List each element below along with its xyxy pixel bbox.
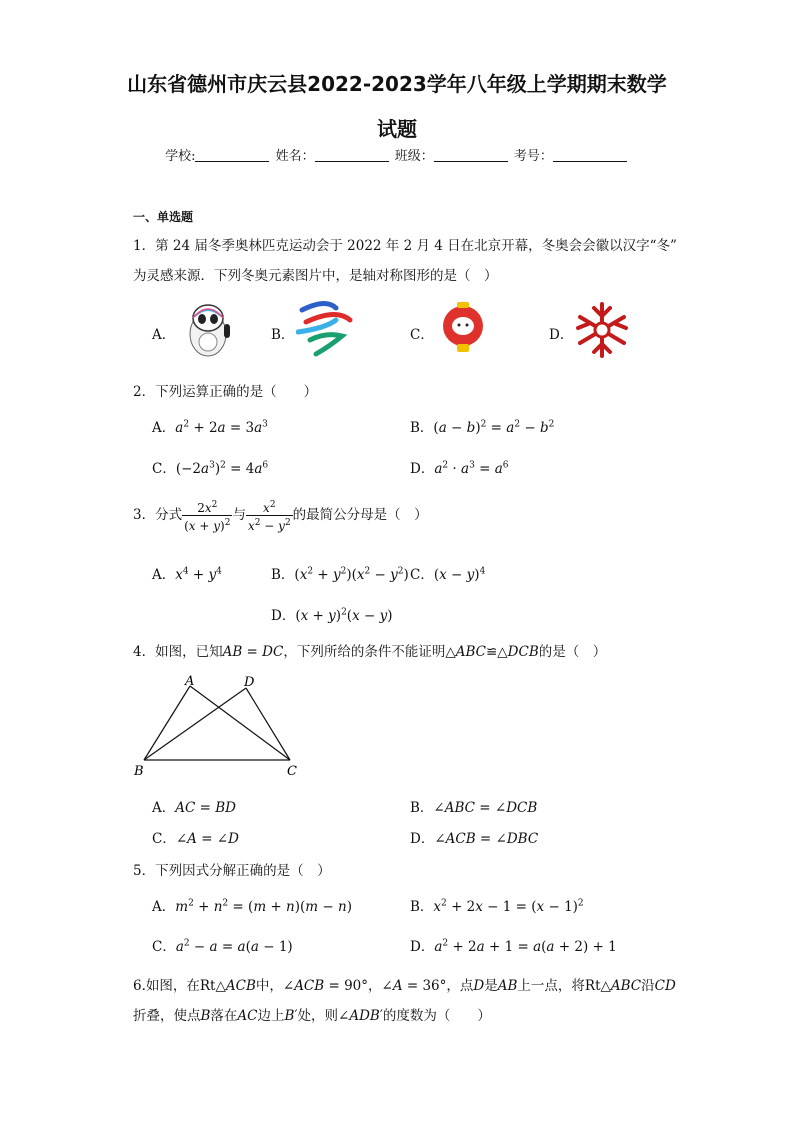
section-title: 一、单选题	[133, 210, 194, 224]
school-blank[interactable]	[195, 147, 269, 162]
name-blank[interactable]	[315, 147, 389, 162]
page-title: 山东省德州市庆云县2022-2023学年八年级上学期期末数学	[127, 72, 667, 96]
number-blank[interactable]	[553, 147, 627, 162]
q4-option-d: D．∠ACB = ∠DBC	[410, 831, 539, 847]
q2-option-d: D．$a^2 \cdot a^3 = a^6$	[410, 460, 509, 477]
fraction-1: $\frac{2x^2}{(x + y)^2}$	[184, 500, 231, 533]
q1-option-b-label: B．	[271, 327, 295, 343]
q5-option-b: B．$x^2 + 2x - 1 = (x - 1)^2$	[410, 898, 584, 915]
emblem-ribbon-icon	[296, 300, 356, 360]
q2-option-a: A．$a^2 + 2a = 3a^3$	[152, 419, 268, 436]
number-label: 考号：	[513, 149, 553, 164]
q3-option-a: A．$x^4 + y^4$	[152, 566, 222, 583]
point-d-label: D	[244, 675, 255, 690]
q1-line2: 为灵感来源．下列冬奥元素图片中，是轴对称图形的是（ ）	[133, 268, 498, 284]
fraction-2: $\frac{x^2}{x^2 - y^2}$	[247, 500, 291, 533]
q5-stem: 5．下列因式分解正确的是（ ）	[133, 863, 331, 879]
point-c-label: C	[287, 764, 297, 779]
q4-triangle-figure	[130, 672, 310, 780]
q3-stem: 3．分式 $\frac{2x^2}{(x + y)^2}$ 与 $\frac{x^2}{x^2 - y^2}$ 的最简公分母是（ ）	[133, 500, 428, 533]
q4-stem: 4．如图，已知AB = DC，下列所给的条件不能证明△ABC≌△DCB的是（ ）	[133, 644, 607, 660]
q5-option-d: D．$a^2 + 2a + 1 = a(a + 2) + 1$	[410, 938, 617, 955]
q2-option-c: C．$(-2a^3)^2 = 4a^6$	[152, 460, 269, 477]
point-b-label: B	[134, 764, 144, 779]
school-label: 学校:	[165, 149, 196, 164]
student-info-row	[0, 145, 794, 164]
q5-option-a: A．$m^2 + n^2 = (m + n)(m - n)$	[152, 898, 352, 915]
page-title-line2: 试题	[377, 117, 417, 141]
lantern-mascot-icon	[433, 300, 493, 360]
q1-option-a-label: A．	[152, 327, 176, 343]
class-label: 班级：	[394, 149, 434, 164]
name-label: 姓名：	[275, 149, 315, 164]
q6-line1: 6.如图，在Rt△ACB中，∠ACB = 90°，∠A = 36°，点D是AB上一点，将Rt△ABC沿CD	[133, 978, 676, 994]
q3-option-c: C．$(x - y)^4$	[410, 566, 486, 583]
q6-line2: 折叠，使点B落在AC边上B′处，则∠ADB′的度数为（ ）	[133, 1008, 491, 1024]
q1-option-d-label: D．	[549, 327, 574, 343]
panda-mascot-icon	[178, 298, 238, 358]
q4-option-c: C．∠A = ∠D	[152, 831, 239, 847]
q3-option-d: D．$(x + y)^2(x - y)$	[271, 607, 393, 624]
q2-stem: 2．下列运算正确的是（ ）	[133, 384, 318, 400]
q2-option-b: B．$(a - b)^2 = a^2 - b^2$	[410, 419, 555, 436]
q3-option-b: B．$(x^2 + y^2)(x^2 - y^2)$	[271, 566, 409, 583]
snowflake-icon	[572, 300, 632, 360]
q5-option-c: C．$a^2 - a = a(a - 1)$	[152, 938, 293, 955]
q4-option-a: A．AC = BD	[152, 800, 236, 816]
point-a-label: A	[185, 674, 195, 689]
q4-option-b: B．∠ABC = ∠DCB	[410, 800, 538, 816]
class-blank[interactable]	[434, 147, 508, 162]
q1-option-c-label: C．	[410, 327, 434, 343]
q1-line1: 1．第 24 届冬季奥林匹克运动会于 2022 年 2 月 4 日在北京开幕，冬奥会会徽以汉字“冬”	[133, 238, 677, 254]
